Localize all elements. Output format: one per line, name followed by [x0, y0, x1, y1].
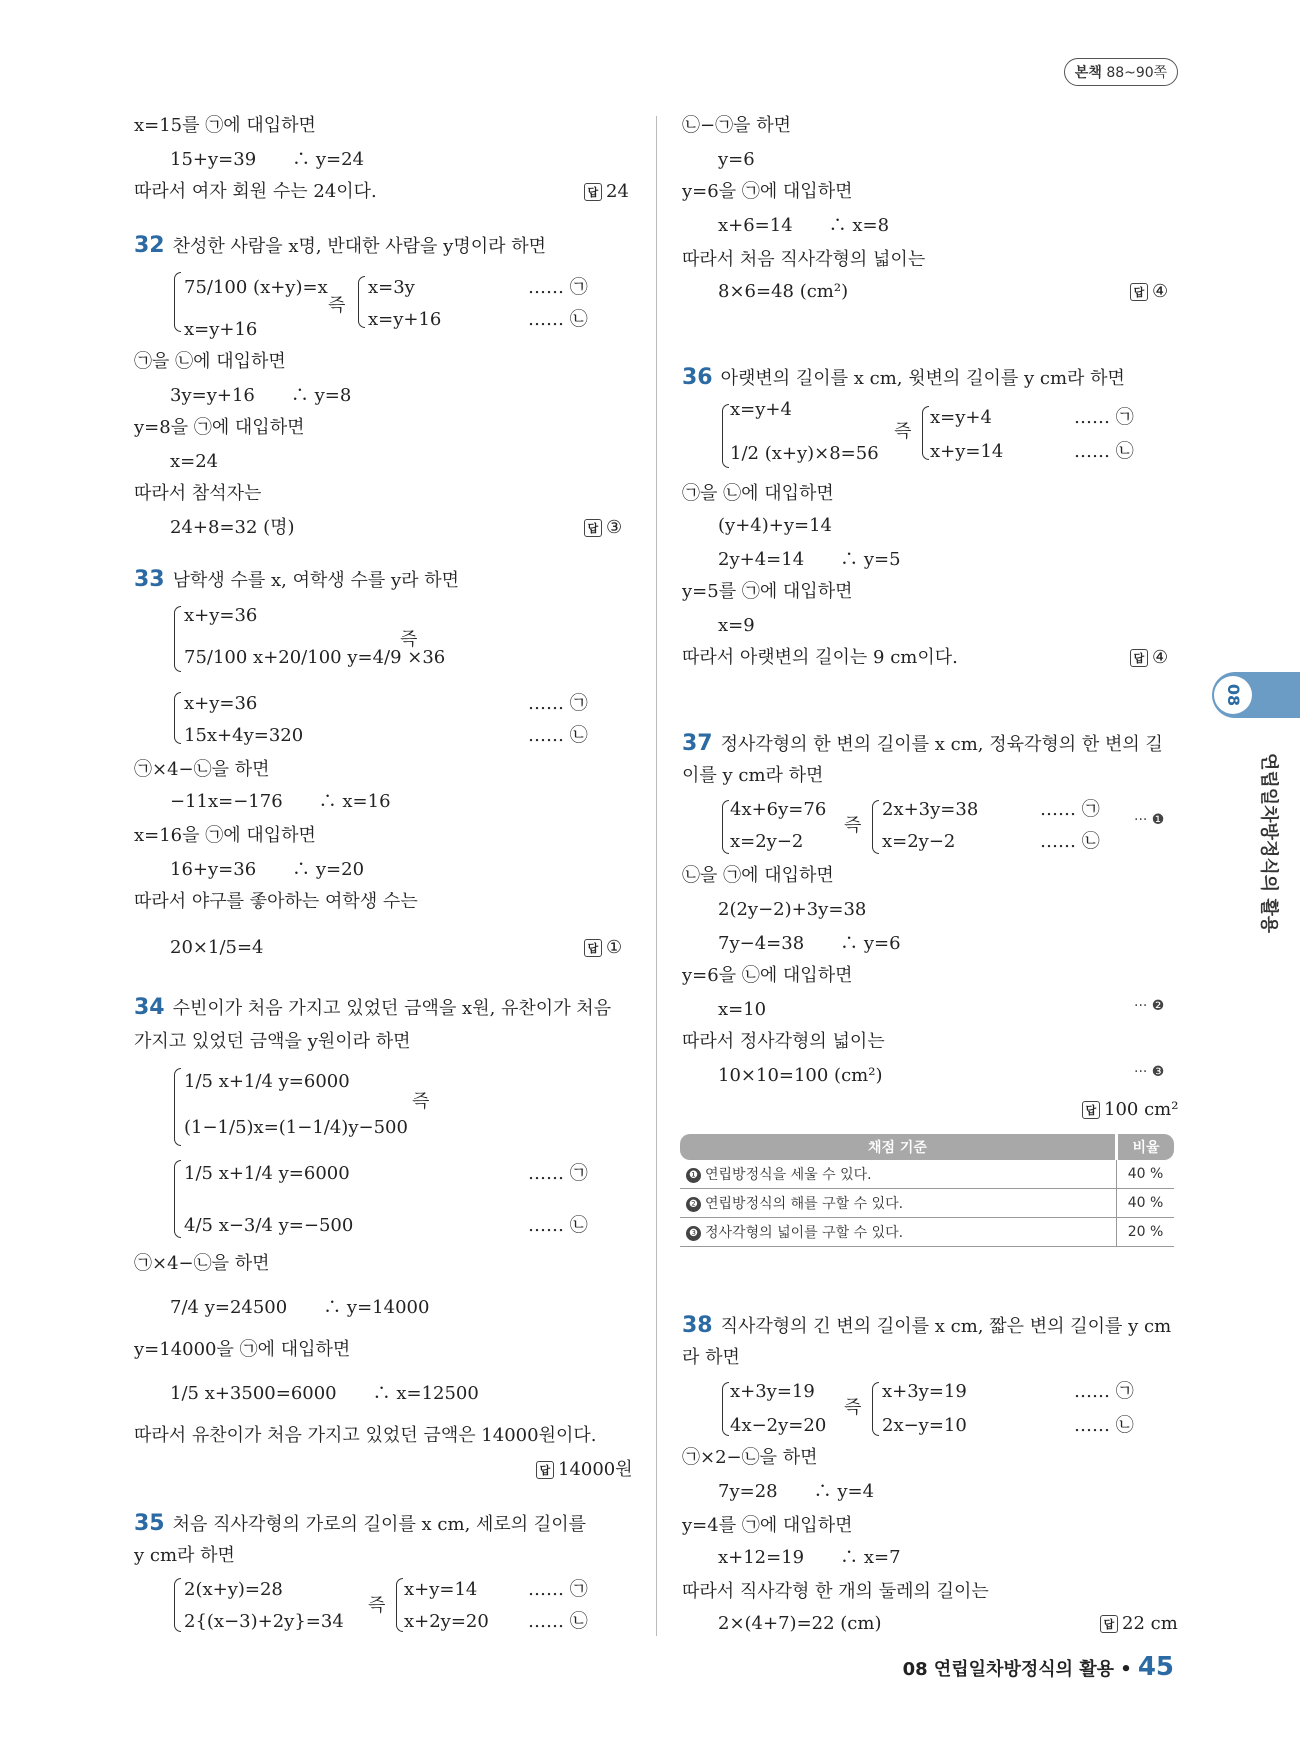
line: x+6=14 ∴ x=8	[718, 215, 890, 236]
line: 1/5 x+3500=6000 ∴ x=12500	[170, 1383, 479, 1404]
answer-icon: 답	[1082, 1101, 1100, 1119]
line: y=6	[718, 149, 755, 170]
line: y=5를 ㉠에 대입하면	[682, 581, 853, 602]
step-badge: ❶	[686, 1168, 701, 1183]
equation-tag: …… ㉡	[528, 1215, 588, 1236]
brace	[722, 404, 729, 468]
equation: 2x+3y=38	[882, 799, 979, 820]
rubric-row	[680, 1218, 1174, 1247]
equation: x+y=14	[404, 1579, 478, 1600]
equation-tag: …… ㉡	[1040, 831, 1100, 852]
separator: 즉	[844, 815, 862, 836]
line: 10×10=100 (cm²)	[718, 1065, 883, 1086]
equation-tag: …… ㉡	[1074, 1415, 1134, 1436]
line: 따라서 참석자는	[134, 483, 262, 504]
line: x=9	[718, 615, 755, 636]
line: 이를 y cm라 하면	[682, 765, 824, 786]
line: x+12=19 ∴ x=7	[718, 1547, 901, 1568]
answer: 답 ④	[1130, 646, 1168, 670]
brace	[174, 606, 181, 672]
rubric-ratio: 20 %	[1117, 1218, 1175, 1247]
equation: 4/5 x−3/4 y=−500	[184, 1215, 354, 1236]
equation-tag: …… ㉠	[528, 693, 588, 714]
problem-37-title: 37 정사각형의 한 변의 길이를 x cm, 정육각형의 한 변의 길	[682, 731, 1163, 756]
line: ㉠×2−㉡을 하면	[682, 1447, 818, 1468]
answer: 답 ③	[584, 516, 622, 540]
line: x=16을 ㉠에 대입하면	[134, 825, 316, 846]
equation-tag: …… ㉡	[528, 309, 588, 330]
line: 가지고 있었던 금액을 y원이라 하면	[134, 1031, 411, 1052]
line: 따라서 유찬이가 처음 가지고 있었던 금액은 14000원이다.	[134, 1425, 597, 1446]
equation: x=y+16	[368, 309, 442, 330]
chapter-number: 08	[1214, 676, 1252, 714]
brace	[358, 276, 365, 328]
brace	[174, 1578, 181, 1632]
line: 20×1/5=4	[170, 937, 264, 958]
problem-35-title: 35 처음 직사각형의 가로의 길이를 x cm, 세로의 길이를	[134, 1511, 587, 1536]
problem-33-title: 33 남학생 수를 x, 여학생 수를 y라 하면	[134, 567, 460, 592]
rubric-text: 연립방정식을 세울 수 있다.	[705, 1167, 872, 1183]
line: 2(2y−2)+3y=38	[718, 899, 867, 920]
equation: 75/100 (x+y)=x	[184, 277, 328, 298]
equation-tag: …… ㉡	[528, 725, 588, 746]
line: 7y=28 ∴ y=4	[718, 1481, 875, 1502]
line: y=8을 ㉠에 대입하면	[134, 417, 305, 438]
equation: x+y=36	[184, 693, 258, 714]
column-divider	[656, 116, 657, 1636]
line: 3y=y+16 ∴ y=8	[170, 385, 352, 406]
line: ㉠을 ㉡에 대입하면	[134, 351, 286, 372]
equation: x+2y=20	[404, 1611, 489, 1632]
line: ㉠을 ㉡에 대입하면	[682, 483, 834, 504]
rubric-text: 연립방정식의 해를 구할 수 있다.	[705, 1196, 904, 1212]
rubric-text: 정사각형의 넓이를 구할 수 있다.	[705, 1225, 904, 1241]
rubric-header-ratio: 비율	[1117, 1134, 1175, 1160]
line: y=4를 ㉠에 대입하면	[682, 1515, 853, 1536]
line: ㉡−㉠을 하면	[682, 115, 791, 136]
brace	[922, 406, 929, 460]
equation: 75/100 x+20/100 y=4/9 ×36	[184, 647, 446, 668]
problem-34-title: 34 수빈이가 처음 가지고 있었던 금액을 x원, 유찬이가 처음	[134, 995, 612, 1020]
equation-tag: …… ㉠	[1040, 799, 1100, 820]
line: ㉠×4−㉡을 하면	[134, 759, 270, 780]
separator: 즉	[894, 421, 912, 442]
brace	[872, 800, 879, 854]
step-marker: ··· ❸	[1134, 1064, 1165, 1080]
equation: 1/5 x+1/4 y=6000	[184, 1163, 350, 1184]
line: 따라서 여자 회원 수는 24이다.	[134, 181, 377, 202]
problem-36-title: 36 아랫변의 길이를 x cm, 윗변의 길이를 y cm라 하면	[682, 365, 1125, 390]
problem-32-title: 32 찬성한 사람을 x명, 반대한 사람을 y명이라 하면	[134, 233, 546, 258]
equation-tag: …… ㉠	[1074, 1381, 1134, 1402]
line: y=6을 ㉡에 대입하면	[682, 965, 853, 986]
equation: 2{(x−3)+2y}=34	[184, 1611, 344, 1632]
answer: 답 22 cm	[1100, 1612, 1178, 1636]
equation: x=y+4	[730, 399, 792, 420]
answer-icon: 답	[1130, 283, 1148, 301]
line: (y+4)+y=14	[718, 515, 832, 536]
answer: 답 ④	[1130, 280, 1168, 304]
equation: x+3y=19	[730, 1381, 815, 1402]
equation: x=y+4	[930, 407, 992, 428]
brace	[174, 1068, 181, 1146]
equation-tag: …… ㉠	[528, 1579, 588, 1600]
rubric-ratio: 40 %	[1117, 1189, 1175, 1218]
equation: 1/5 x+1/4 y=6000	[184, 1071, 350, 1092]
line: 2y+4=14 ∴ y=5	[718, 549, 901, 570]
equation: x=3y	[368, 277, 415, 298]
equation-tag: …… ㉠	[1074, 407, 1134, 428]
rubric-ratio: 40 %	[1117, 1160, 1175, 1189]
equation: 4x−2y=20	[730, 1415, 827, 1436]
equation: 4x+6y=76	[730, 799, 827, 820]
line: 2×(4+7)=22 (cm)	[718, 1613, 882, 1634]
line: 따라서 정사각형의 넓이는	[682, 1031, 885, 1052]
brace	[174, 1160, 181, 1238]
step-marker: ··· ❷	[1134, 998, 1165, 1014]
step-marker: ··· ❶	[1134, 812, 1165, 828]
equation: x=2y−2	[730, 831, 804, 852]
page-reference-badge: 본책 88~90쪽	[1064, 58, 1178, 86]
line: −11x=−176 ∴ x=16	[170, 791, 391, 812]
equation: 15x+4y=320	[184, 725, 304, 746]
brace	[872, 1382, 879, 1436]
line: y cm라 하면	[134, 1545, 235, 1566]
rubric-header: 채점 기준	[680, 1134, 1117, 1160]
answer-icon: 답	[584, 939, 602, 957]
separator: 즉	[368, 1595, 386, 1616]
line: 16+y=36 ∴ y=20	[170, 859, 365, 880]
brace	[174, 272, 181, 332]
separator: 즉	[328, 295, 346, 316]
line: 7y−4=38 ∴ y=6	[718, 933, 901, 954]
equation: x=2y−2	[882, 831, 956, 852]
answer: 답 ①	[584, 936, 622, 960]
rubric-row	[680, 1160, 1174, 1189]
equation-tag: …… ㉡	[1074, 441, 1134, 462]
answer: 답 14000원	[536, 1458, 633, 1482]
equation: x+y=36	[184, 605, 258, 626]
answer: 답 24	[584, 180, 629, 204]
line: x=24	[170, 451, 219, 472]
line: 라 하면	[682, 1347, 740, 1368]
brace	[174, 692, 181, 744]
line: 7/4 y=24500 ∴ y=14000	[170, 1297, 430, 1318]
footer-chapter: 08 연립일차방정식의 활용 •	[902, 1659, 1132, 1680]
problem-38-title: 38 직사각형의 긴 변의 길이를 x cm, 짧은 변의 길이를 y cm	[682, 1313, 1172, 1338]
line: 따라서 아랫변의 길이는 9 cm이다.	[682, 647, 958, 668]
step-badge: ❸	[686, 1226, 701, 1241]
equation-tag: …… ㉡	[528, 1611, 588, 1632]
step-badge: ❷	[686, 1197, 701, 1212]
page-number: 45	[1137, 1652, 1174, 1682]
line: x=10	[718, 999, 767, 1020]
brace	[722, 1382, 729, 1436]
equation: (1−1/5)x=(1−1/4)y−500	[184, 1117, 408, 1138]
chapter-side-label: 연립일차방정식의 활용	[1258, 753, 1279, 934]
answer-icon: 답	[584, 183, 602, 201]
equation: x=y+16	[184, 319, 258, 340]
line: 24+8=32 (명)	[170, 517, 295, 538]
equation-tag: …… ㉠	[528, 277, 588, 298]
line: y=6을 ㉠에 대입하면	[682, 181, 853, 202]
line: 따라서 야구를 좋아하는 여학생 수는	[134, 891, 418, 912]
answer-icon: 답	[584, 519, 602, 537]
line: x=15를 ㉠에 대입하면	[134, 115, 316, 136]
answer-icon: 답	[1100, 1615, 1118, 1633]
line: 8×6=48 (cm²)	[718, 281, 849, 302]
line: 따라서 직사각형 한 개의 둘레의 길이는	[682, 1581, 989, 1602]
equation-tag: …… ㉠	[528, 1163, 588, 1184]
answer-icon: 답	[1130, 649, 1148, 667]
equation: 2(x+y)=28	[184, 1579, 283, 1600]
brace	[396, 1578, 403, 1632]
line: 따라서 처음 직사각형의 넓이는	[682, 249, 926, 270]
rubric-row	[680, 1189, 1174, 1218]
equation: 2x−y=10	[882, 1415, 967, 1436]
separator: 즉	[844, 1397, 862, 1418]
equation: x+y=14	[930, 441, 1004, 462]
grading-rubric-table	[680, 1134, 1174, 1247]
brace	[722, 800, 729, 854]
page-footer	[903, 1652, 1174, 1682]
equation: 1/2 (x+y)×8=56	[730, 443, 879, 464]
answer-icon: 답	[536, 1461, 554, 1479]
line: ㉡을 ㉠에 대입하면	[682, 865, 834, 886]
answer: 답 100 cm²	[1082, 1098, 1178, 1122]
line: y=14000을 ㉠에 대입하면	[134, 1339, 351, 1360]
line: ㉠×4−㉡을 하면	[134, 1253, 270, 1274]
separator: 즉	[400, 629, 418, 650]
equation: x+3y=19	[882, 1381, 967, 1402]
separator: 즉	[412, 1091, 430, 1112]
line: 15+y=39 ∴ y=24	[170, 149, 365, 170]
